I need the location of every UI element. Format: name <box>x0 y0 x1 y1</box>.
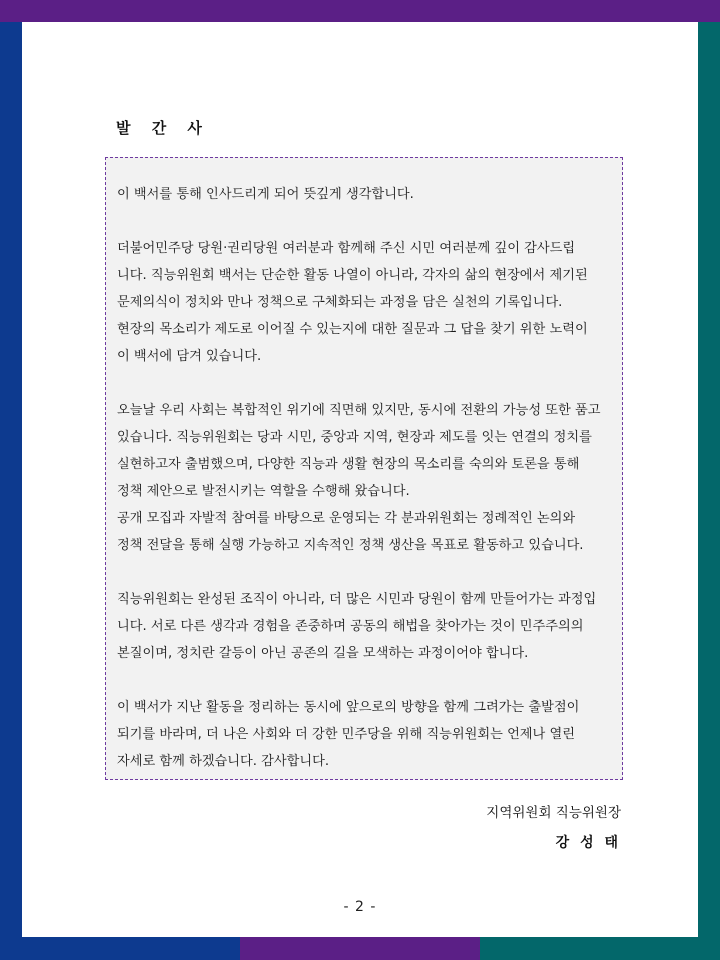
frame-bottom-segment <box>480 937 720 960</box>
page-heading: 발 간 사 <box>116 119 210 137</box>
letter-line: 본질이며, 정치란 갈등이 아닌 공존의 길을 모색하는 과정이어야 합니다. <box>117 646 529 661</box>
frame-bottom-segment <box>240 937 480 960</box>
letter-line: 오늘날 우리 사회는 복합적인 위기에 직면해 있지만, 동시에 전환의 가능성 또한 품고 <box>117 403 601 418</box>
letter-line: 되기를 바라며, 더 나은 사회와 더 강한 민주당을 위해 직능위원회는 언제나 열린 <box>117 727 575 742</box>
frame-right-bar <box>698 22 720 937</box>
letter-line: 정책 전달을 통해 실행 가능하고 지속적인 정책 생산을 목표로 활동하고 있습니다. <box>117 538 584 553</box>
letter-line: 공개 모집과 자발적 참여를 바탕으로 운영되는 각 분과위원회는 정례적인 논의와 <box>117 511 576 526</box>
letter-line: 니다. 직능위원회 백서는 단순한 활동 나열이 아니라, 각자의 삶의 현장에서 제기된 <box>117 268 588 283</box>
signature-role: 지역위원회 직능위원장 <box>486 805 621 821</box>
letter-line: 실현하고자 출범했으며, 다양한 직능과 생활 현장의 목소리를 숙의와 토론을 통해 <box>117 457 580 472</box>
letter-paragraph <box>117 235 612 370</box>
letter-line: 자세로 함께 하겠습니다. 감사합니다. <box>117 754 330 769</box>
letter-line: 이 백서를 통해 인사드리게 되어 뜻깊게 생각합니다. <box>117 187 414 202</box>
letter-paragraph <box>117 181 612 208</box>
frame-bottom-bar <box>0 937 720 960</box>
letter-line: 직능위원회는 완성된 조직이 아니라, 더 많은 시민과 당원이 함께 만들어가는 과정입 <box>117 592 597 607</box>
letter-line: 이 백서에 담겨 있습니다. <box>117 349 262 364</box>
letter-line: 문제의식이 정치와 만나 정책으로 구체화되는 과정을 담은 실천의 기록입니다. <box>117 295 563 310</box>
signature-block <box>486 800 621 856</box>
letter-line: 현장의 목소리가 제도로 이어질 수 있는지에 대한 질문과 그 답을 찾기 위한 노력이 <box>117 322 588 337</box>
letter-line: 이 백서가 지난 활동을 정리하는 동시에 앞으로의 방향을 함께 그려가는 출발점이 <box>117 700 580 715</box>
letter-line: 니다. 서로 다른 생각과 경험을 존중하며 공동의 해법을 찾아가는 것이 민주주의의 <box>117 619 584 634</box>
letter-line: 있습니다. 직능위원회는 당과 시민, 중앙과 지역, 현장과 제도를 잇는 연결의 정치를 <box>117 430 592 445</box>
frame-left-bar <box>0 22 22 937</box>
page-number: - 2 - <box>343 899 377 915</box>
letter-paragraph <box>117 586 612 667</box>
frame-bottom-segment <box>0 937 240 960</box>
signature-name: 강 성 태 <box>555 835 621 851</box>
frame-top-bar <box>0 0 720 22</box>
letter-line: 더불어민주당 당원·권리당원 여러분과 함께해 주신 시민 여러분께 깊이 감사드립 <box>117 241 576 256</box>
letter-paragraph <box>117 397 612 559</box>
letter-paragraph <box>117 694 612 775</box>
letter-line: 정책 제안으로 발전시키는 역할을 수행해 왔습니다. <box>117 484 410 499</box>
letter-body-box <box>105 157 623 780</box>
